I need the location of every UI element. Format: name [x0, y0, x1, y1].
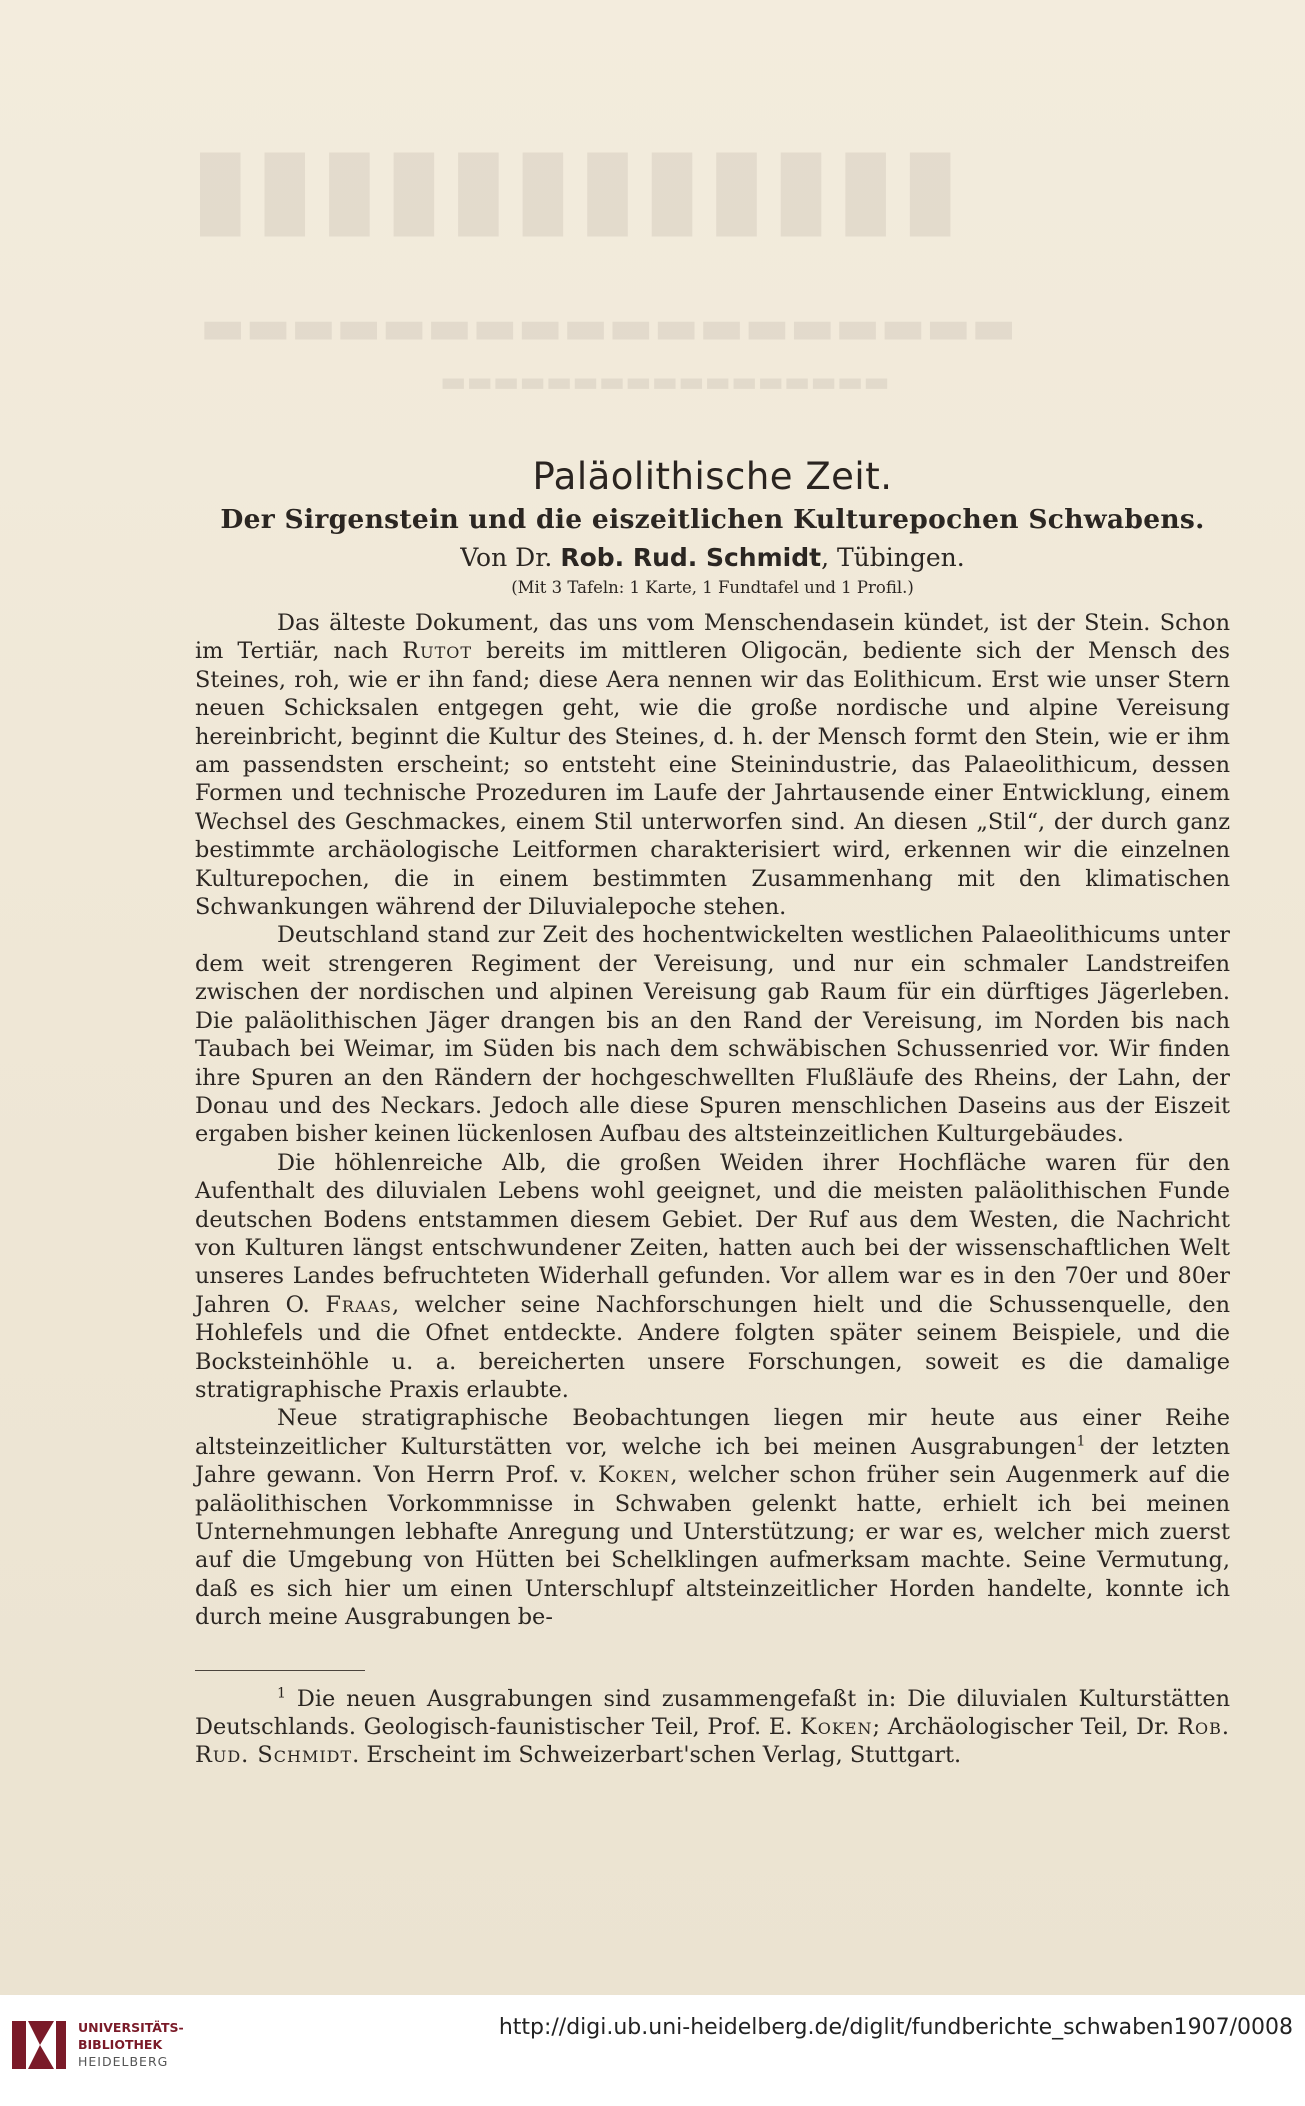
- person-name: Rob. Rud. Schmidt: [195, 1714, 1230, 1769]
- paragraph-4: Neue stratigraphische Beobachtungen liegen mir heute aus einer Reihe altsteinzeitlicher Kulturstätten vor, welche ich bei meinen Ausgrabungen$^1$ der letzten Jahre gewann. Von Herrn Prof. v. Koken, welcher schon früher sein Augenmerk auf die paläolithischen Vorkommnisse in Schwaben gelenkt hatte, erhielt ich bei meinen Unternehmungen lebhafte Anregung und Unterstützung; er war es, welcher mich zuerst auf die Umgebung von Hütten bei Schelklingen aufmerksam machte. Seine Vermutung, daß es sich hier um einen Unterschlupf altsteinzeitlicher Horden handelte, konnte ich durch meine Ausgrabungen be-: [195, 1405, 1231, 1631]
- byline-author: Rob. Rud. Schmidt: [560, 543, 822, 572]
- byline-prefix: Von Dr.: [460, 543, 553, 572]
- article-title: Der Sirgenstein und die eiszeitlichen Kulturepochen Schwabens.: [220, 504, 1205, 535]
- bleed-through-texture: ▮▮▮▮▮▮▮▮▮▮▮▮ ▬▬▬▬▬▬▬▬▬▬▬▬▬▬▬▬▬▬ ▬▬▬▬▬▬▬▬▬▬▬▬▬▬▬▬▬: [190, 120, 1017, 398]
- library-name: UNIVERSITÄTS- BIBLIOTHEK HEIDELBERG: [78, 2020, 184, 2069]
- person-name: Rutot: [402, 638, 473, 665]
- footnote: $^1$ Die neuen Ausgrabungen sind zusammengefaßt in: Die diluvialen Kulturstätten Deutschlands. Geologisch-faunistischer Teil, Prof. E. Koken; Archäologischer Teil, Dr. Rob. Rud. Schmidt. Erscheint im Schweizerbart'schen Verlag, Stuttgart.: [195, 1685, 1230, 1769]
- paragraph-1: Das älteste Dokument, das uns vom Menschendasein kündet, ist der Stein. Schon im Tertiär, nach Rutot bereits im mittleren Oligocän, bediente sich der Mensch des Steines, roh, wie er ihn fand; diese Aera nennen wir das Eolithicum. Erst wie unser Stern neuen Schicksalen entgegen geht, wie die große nordische und alpine Vereisung hereinbricht, beginnt die Kultur des Steines, d. h. der Mensch formt den Stein, wie er ihm am passendsten erscheint; so entsteht eine Steinindustrie, das Palaeolithicum, dessen Formen und technische Prozeduren im Laufe der Jahrtausende einer Entwicklung, einem Wechsel des Geschmackes, einem Stil unterworfen sind. An diesen „Stil“, der durch ganz bestimmte archäologische Leitformen charakterisiert wird, erkennen wir die einzelnen Kulturepochen, die in einem bestimmten Zusammenhang mit den klimatischen Schwankungen während der Diluvialepoche stehen.: [195, 610, 1230, 921]
- heidelberg-library-logo-icon: [10, 2017, 68, 2073]
- body-text: [195, 609, 1230, 1632]
- person-name: Fraas: [325, 1291, 392, 1318]
- person-name: Koken: [597, 1462, 671, 1489]
- footer-bar: [0, 1995, 1305, 2106]
- section-title: Paläolithische Zeit.: [532, 455, 893, 498]
- byline: [195, 543, 1230, 572]
- person-name: Koken: [800, 1714, 873, 1741]
- source-url[interactable]: http://digi.ub.uni-heidelberg.de/diglit/fundberichte_schwaben1907/0008: [498, 2015, 1293, 2040]
- article-content: [195, 455, 1230, 1770]
- footnote-ref: 1: [1076, 1433, 1086, 1450]
- footnote-divider: [195, 1670, 365, 1671]
- footnote-marker: 1: [277, 1685, 286, 1702]
- byline-location: , Tübingen.: [821, 543, 965, 572]
- plates-note: (Mit 3 Tafeln: 1 Karte, 1 Fundtafel und 1 Profil.): [511, 578, 914, 597]
- paragraph-3: Die höhlenreiche Alb, die großen Weiden ihrer Hochfläche waren für den Aufenthalt des diluvialen Lebens wohl geeignet, und die meisten paläolithischen Funde deutschen Bodens entstammen diesem Gebiet. Der Ruf aus dem Westen, die Nachricht von Kulturen längst entschwundener Zeiten, hatten auch bei der wissenschaftlichen Welt unseres Landes befruchteten Widerhall gefunden. Vor allem war es in den 70er und 80er Jahren O. Fraas, welcher seine Nachforschungen hielt und die Schussenquelle, den Hohlefels und die Ofnet entdeckte. Andere folgten später seinem Beispiele, und die Bocksteinhöhle u. a. bereicherten unsere Forschungen, soweit es die damalige stratigraphische Praxis erlaubte.: [195, 1149, 1230, 1403]
- paragraph-2: Deutschland stand zur Zeit des hochentwickelten westlichen Palaeolithicums unter dem weit strengeren Regiment der Vereisung, und nur ein schmaler Landstreifen zwischen der nordischen und alpinen Vereisung gab Raum für ein dürftiges Jägerleben. Die paläolithischen Jäger drangen bis an den Rand der Vereisung, im Norden bis nach Taubach bei Weimar, im Süden bis nach dem schwäbischen Schussenried vor. Wir finden ihre Spuren an den Rändern der hochgeschwellten Flußläufe des Rheins, der Lahn, der Donau und des Neckars. Jedoch alle diese Spuren menschlichen Daseins aus der Eiszeit ergaben bisher keinen lückenlosen Aufbau des altsteinzeitlichen Kulturgebäudes.: [195, 922, 1230, 1148]
